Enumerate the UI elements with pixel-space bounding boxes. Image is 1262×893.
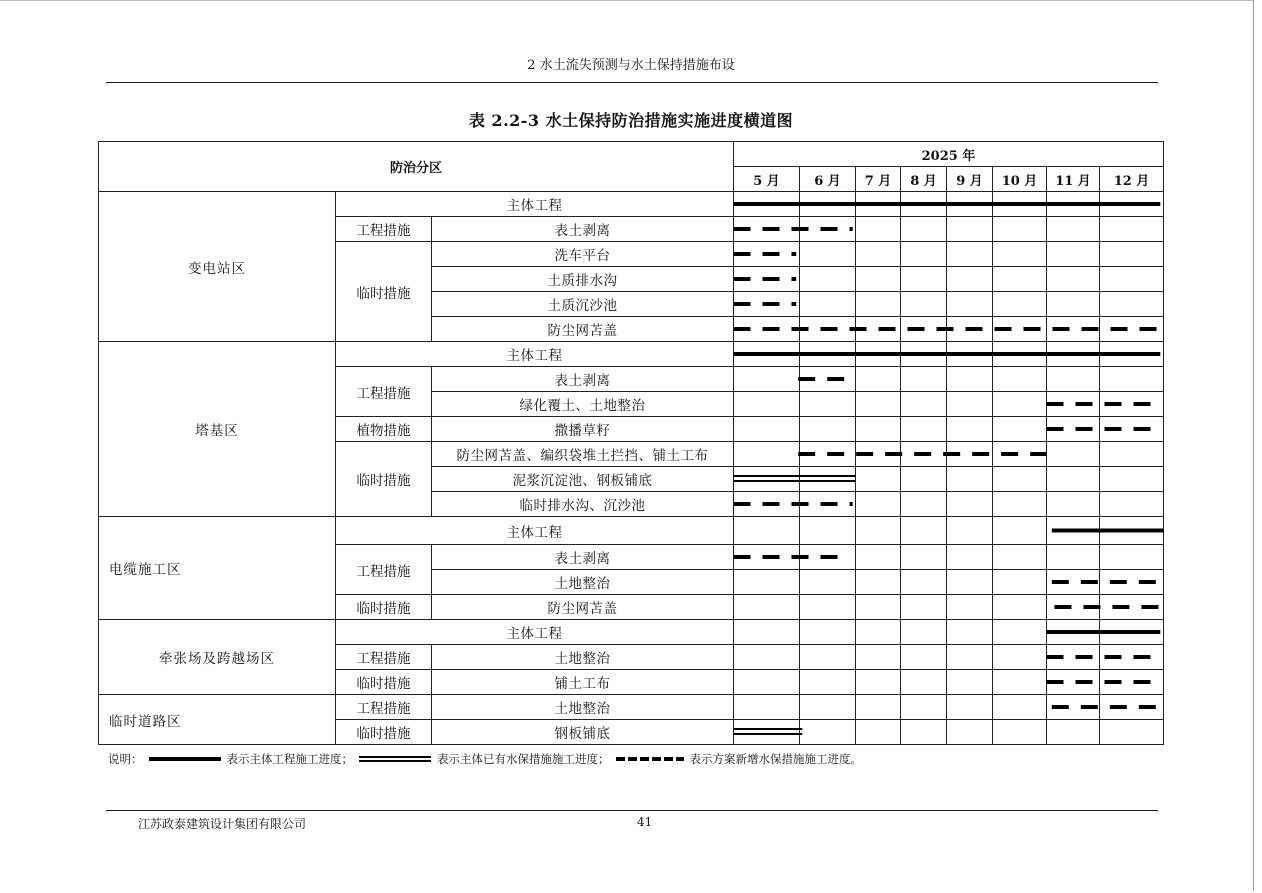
item-cell: 泥浆沉淀池、钢板铺底 <box>432 467 734 492</box>
gantt-table <box>98 141 1164 745</box>
table-caption: 表 2.2-3 水土保持防治措施实施进度横道图 <box>468 111 794 130</box>
header-row-year <box>99 142 1164 167</box>
month-header: 12 月 <box>1100 167 1164 192</box>
zone-cell: 塔基区 <box>99 342 336 517</box>
item-cell: 洗车平台 <box>432 242 734 267</box>
item-cell: 主体工程 <box>336 342 734 367</box>
category-cell: 工程措施 <box>336 217 432 242</box>
item-cell: 土质排水沟 <box>432 267 734 292</box>
category-cell: 工程措施 <box>336 367 432 417</box>
item-cell: 防尘网苫盖 <box>432 595 734 620</box>
year-header: 2025 年 <box>734 142 1164 167</box>
zone-cell: 变电站区 <box>99 192 336 342</box>
month-header: 11 月 <box>1047 167 1100 192</box>
legend-double-text: 表示主体已有水保措施施工进度； <box>437 752 610 766</box>
item-cell: 表土剥离 <box>432 367 734 392</box>
item-cell: 临时排水沟、沉沙池 <box>432 492 734 517</box>
zone-cell: 牵张场及跨越场区 <box>99 620 336 695</box>
category-cell: 工程措施 <box>336 545 432 595</box>
item-cell: 土地整治 <box>432 570 734 595</box>
table-row <box>99 342 1164 367</box>
category-cell: 临时措施 <box>336 242 432 342</box>
item-cell: 主体工程 <box>336 517 734 545</box>
item-cell: 土质沉沙池 <box>432 292 734 317</box>
legend-dashed-swatch <box>616 757 684 761</box>
month-header: 9 月 <box>947 167 993 192</box>
month-header: 5 月 <box>734 167 800 192</box>
zone-cell: 临时道路区 <box>99 695 336 745</box>
legend-solid-swatch <box>149 757 221 761</box>
footer-company: 江苏政泰建筑设计集团有限公司 <box>138 817 307 831</box>
item-cell: 表土剥离 <box>432 545 734 570</box>
legend-double-swatch <box>359 756 431 762</box>
item-cell: 撒播草籽 <box>432 417 734 442</box>
month-header: 7 月 <box>856 167 901 192</box>
month-header: 8 月 <box>901 167 947 192</box>
header-rule <box>106 82 1158 83</box>
item-cell: 钢板铺底 <box>432 720 734 745</box>
category-cell: 工程措施 <box>336 645 432 670</box>
table-row <box>99 620 1164 645</box>
category-cell: 植物措施 <box>336 417 432 442</box>
item-cell: 绿化覆土、土地整治 <box>432 392 734 417</box>
item-cell: 表土剥离 <box>432 217 734 242</box>
legend-prefix: 说明： <box>108 752 143 766</box>
table-row <box>99 695 1164 720</box>
zone-cell: 电缆施工区 <box>99 517 336 620</box>
category-cell: 工程措施 <box>336 695 432 720</box>
legend <box>108 751 862 767</box>
item-cell: 主体工程 <box>336 620 734 645</box>
item-cell: 防尘网苫盖 <box>432 317 734 342</box>
table-row <box>99 517 1164 545</box>
item-cell: 铺土工布 <box>432 670 734 695</box>
category-cell: 临时措施 <box>336 720 432 745</box>
page-number: 41 <box>637 815 653 829</box>
legend-dashed-text: 表示方案新增水保措施施工进度。 <box>689 752 862 766</box>
month-header: 6 月 <box>800 167 856 192</box>
item-cell: 土地整治 <box>432 645 734 670</box>
item-cell: 防尘网苫盖、编织袋堆土拦挡、铺土工布 <box>432 442 734 467</box>
legend-solid-text: 表示主体工程施工进度； <box>226 752 353 766</box>
running-header: 2 水土流失预测与水土保持措施布设 <box>527 58 735 73</box>
category-cell: 临时措施 <box>336 442 432 517</box>
table-row <box>99 192 1164 217</box>
zone-header: 防治分区 <box>99 142 734 192</box>
item-cell: 土地整治 <box>432 695 734 720</box>
category-cell: 临时措施 <box>336 670 432 695</box>
footer-rule <box>106 810 1158 811</box>
item-cell: 主体工程 <box>336 192 734 217</box>
category-cell: 临时措施 <box>336 595 432 620</box>
month-header: 10 月 <box>993 167 1047 192</box>
